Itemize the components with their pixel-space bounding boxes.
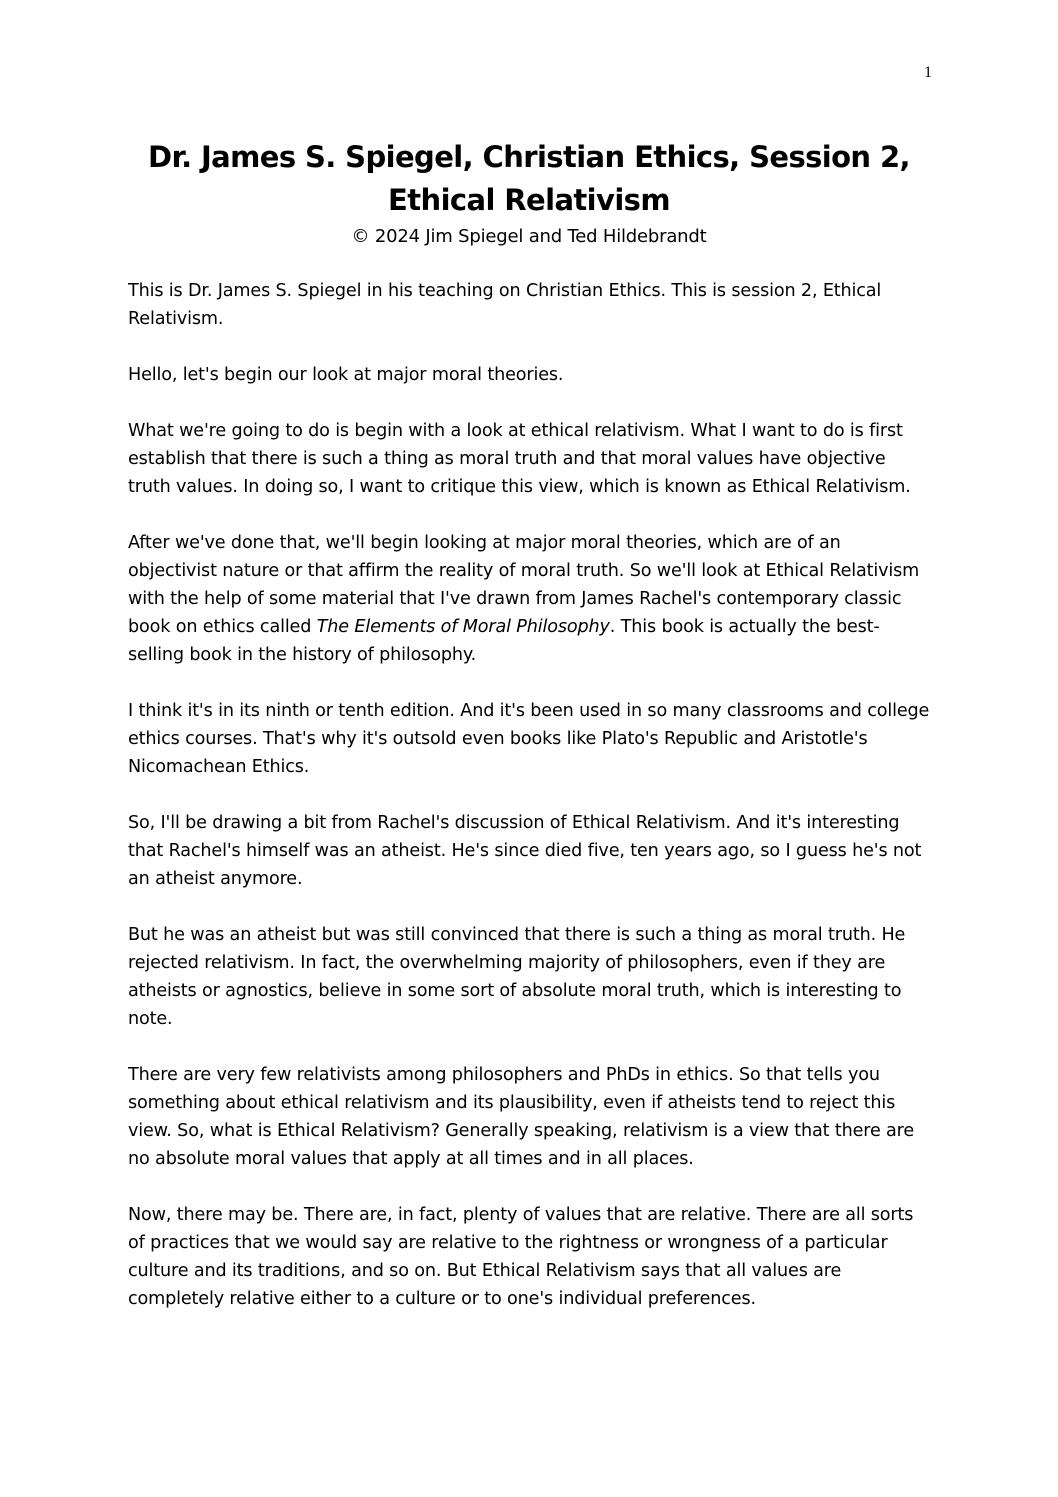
paragraph-7: But he was an atheist but was still convinced that there is such a thing as moral truth. He rejected relativism. In fact, the overwhelming majority of philosophers, even if they are atheists or agnostics, believe in some sort of absolute moral truth, which is interesting to note. — [128, 925, 906, 1029]
paragraph-1: This is Dr. James S. Spiegel in his teaching on Christian Ethics. This is session 2, Ethical Relativism. — [128, 281, 882, 329]
paragraph-5: I think it's in its ninth or tenth edition. And it's been used in so many classrooms and college ethics courses. That's why it's outsold even books like Plato's Republic and Aristotle's Nicomachean Ethics. — [128, 701, 930, 777]
paragraph-8: There are very few relativists among philosophers and PhDs in ethics. So that tells you something about ethical relativism and its plausibility, even if atheists tend to reject this view. So, what is Ethical Relativism? Generally speaking, relativism is a view that there are no absolute moral values that apply at all times and in all places. — [128, 1065, 915, 1169]
paragraph-4-text-after: . This book is actually the best-selling book in the history of philosophy. — [128, 617, 880, 665]
paragraph-2: Hello, let's begin our look at major moral theories. — [128, 365, 564, 385]
paragraph-9: Now, there may be. There are, in fact, plenty of values that are relative. There are all sorts of practices that we would say are relative to the rightness or wrongness of a particular culture and its traditions, and so on. But Ethical Relativism says that all values are completely relative either to a culture or to one's individual preferences. — [128, 1205, 914, 1309]
copyright-line: © 2024 Jim Spiegel and Ted Hildebrandt — [351, 226, 707, 247]
paragraph-3: What we're going to do is begin with a look at ethical relativism. What I want to do is first establish that there is such a thing as moral truth and that moral values have objective truth values. In doing so, I want to critique this view, which is known as Ethical Relativism. — [128, 421, 911, 497]
paragraph-6: So, I'll be drawing a bit from Rachel's discussion of Ethical Relativism. And it's interesting that Rachel's himself was an atheist. He's since died five, ten years ago, so I guess he's not an atheist anymore. — [128, 813, 922, 889]
book-title: The Elements of Moral Philosophy — [316, 617, 610, 637]
paragraph-4-text-before: After we've done that, we'll begin looking at major moral theories, which are of an objectivist nature or that affirm the reality of moral truth. So we'll look at Ethical Relativism with the help of some material that I've drawn from James Rachel's contemporary classic book on ethics called — [128, 533, 920, 637]
page-number: 1 — [924, 64, 932, 81]
paragraph-4 — [128, 529, 930, 669]
transcript-body — [128, 277, 930, 1341]
document-title: Dr. James S. Spiegel, Christian Ethics, Session 2, Ethical Relativism — [148, 140, 910, 217]
